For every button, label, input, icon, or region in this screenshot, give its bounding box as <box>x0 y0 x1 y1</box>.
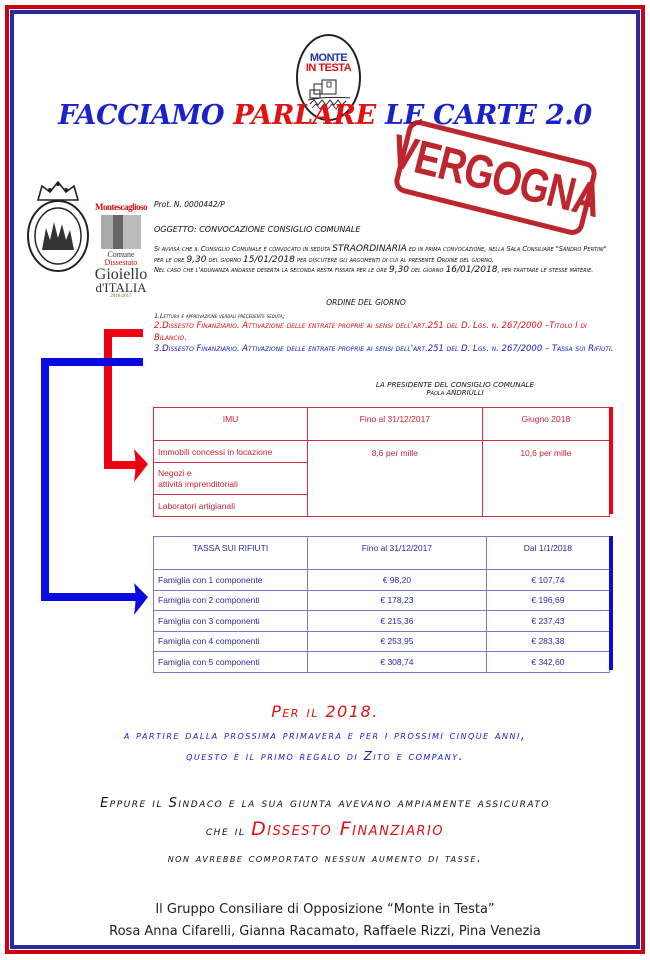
para2-date: 16/01/2018 <box>445 265 498 275</box>
imu-row-label: Immobili concessi in locazione <box>154 441 308 463</box>
subject-line: OGGETTO: CONVOCAZIONE CONSIGLIO COMUNALE <box>154 225 361 234</box>
tari-row-label: Famiglia con 5 componenti <box>154 652 308 673</box>
title-part1: FACCIAMO <box>58 100 234 131</box>
emblem-caption-5: 2016/2017 <box>110 294 132 299</box>
tari-row-label: Famiglia con 3 componenti <box>154 611 308 632</box>
group-signature: Il Gruppo Consiliare di Opposizione “Monte in Testa” <box>155 902 495 917</box>
para2-time: 9,30 <box>388 265 410 275</box>
para2-b: del giorno <box>409 266 446 274</box>
imu-row-label-b: attività imprenditoriali <box>158 478 238 489</box>
para1-a: Si avvisa che il Consiglio Comunale è convocato in seduta <box>154 245 333 253</box>
agenda-item-1: 1.Lettura e approvazione verbali precedente seduta; <box>154 313 285 320</box>
tari-value-before: € 98,20 <box>308 570 487 591</box>
slogan-line-3: questo è il primo regalo di Zito e company. <box>186 749 464 763</box>
tari-table <box>153 536 610 673</box>
imu-header-1: Fino al 31/12/2017 <box>308 408 483 441</box>
title-part2: PARLARE <box>233 100 376 131</box>
logo-line1: MONTE <box>309 52 348 64</box>
member-names: Rosa Anna Cifarelli, Gianna Racamato, Raffaele Rizzi, Pina Venezia <box>109 924 541 939</box>
imu-row-label: Laboratori artigianali <box>154 495 308 517</box>
tari-value-before: € 308,74 <box>308 652 487 673</box>
tari-value-before: € 215,36 <box>308 611 487 632</box>
imu-row-label <box>154 463 308 495</box>
protocol-number: Prot. N. 0000442/P <box>154 200 225 209</box>
tari-value-after: € 196,69 <box>486 590 609 611</box>
para1-b: ed in prima convocazione, nella Sala Consiliare "Sandro Pertini" per le ore <box>154 245 607 264</box>
slogan-line-5 <box>0 818 650 840</box>
para2-a: Nel caso che l'adunanza andasse deserta la seconda resta fissata per le ore <box>154 266 389 274</box>
tari-header-2: Dal 1/1/2018 <box>486 537 609 570</box>
table-row <box>154 441 610 463</box>
slogan-line-6: non avrebbe comportato nessun aumento di tasse. <box>167 851 483 865</box>
municipality-name: Montescaglioso <box>95 202 147 212</box>
emblem-caption-2: Dissestato <box>104 258 138 267</box>
red-arrowhead-icon <box>134 449 148 482</box>
imu-header-0: IMU <box>154 408 308 441</box>
table-row <box>154 570 610 591</box>
tari-row-label: Famiglia con 1 componente <box>154 570 308 591</box>
signature-role: LA PRESIDENTE DEL CONSIGLIO COMUNALE <box>375 380 535 389</box>
signature-name: Paola ANDRIULLI <box>426 389 484 397</box>
agenda-item-3: 3.Dissesto Finanziario. Attivazione delle entrate proprie ai sensi dell'art.251 del D. Lgs. n. 267/2000 – Tassa sui Rifiuti. <box>154 344 614 354</box>
tari-value-after: € 107,74 <box>486 570 609 591</box>
table-row <box>154 590 610 611</box>
tari-value-before: € 178,23 <box>308 590 487 611</box>
tari-value-after: € 342,60 <box>486 652 609 673</box>
para1-d: per discutere gli argomenti di cui al presente Ordine del giorno. <box>294 255 494 264</box>
tari-value-after: € 283,38 <box>486 631 609 652</box>
table-row <box>154 611 610 632</box>
emblem-caption-4: d'ITALIA <box>95 280 147 295</box>
table-row <box>154 631 610 652</box>
red-arrow-icon <box>108 333 143 465</box>
para2-c: , per trattare le stesse materie. <box>497 266 594 274</box>
para1-time: 9,30 <box>186 254 207 265</box>
tari-value-before: € 253,95 <box>308 631 487 652</box>
imu-table <box>153 407 610 517</box>
tari-row-label: Famiglia con 2 componenti <box>154 590 308 611</box>
emblem-caption-1: Comune <box>107 250 135 259</box>
agenda-item-2: 2.Dissesto Finanziario. Attivazione delle entrate proprie ai sensi dell'art.251 del D. Lgs. n. 267/2000 –Titolo I di Bilancio. <box>154 321 587 343</box>
slogan-year: Per il 2018. <box>271 702 379 721</box>
tari-header-1: Fino al 31/12/2017 <box>308 537 487 570</box>
slogan-line-4: Eppure il Sindaco e la sua giunta avevano ampiamente assicurato <box>100 796 550 811</box>
imu-row-label-a: Negozi e <box>158 467 192 478</box>
para1-date: 15/01/2018 <box>243 254 295 265</box>
imu-accent-bar <box>609 407 613 514</box>
slogan-line-2: a partire dalla prossima primavera e per i prossimi cinque anni, <box>123 728 527 742</box>
imu-value-before: 8,6 per mille <box>308 441 483 517</box>
slogan-line-5-highlight: Dissesto Finanziario <box>251 818 445 840</box>
tari-header-0: TASSA SUI RIFIUTI <box>154 537 308 570</box>
title-part3: LE CARTE 2.0 <box>375 100 592 131</box>
tari-accent-bar <box>609 536 613 670</box>
stamp-text: VERGOGNA <box>385 125 606 229</box>
imu-value-after: 10,6 per mille <box>482 441 609 517</box>
blue-arrowhead-icon <box>134 583 148 615</box>
logo-line2: IN TESTA <box>305 62 352 74</box>
tari-row-label: Famiglia con 4 componenti <box>154 631 308 652</box>
agenda-title: ORDINE DEL GIORNO <box>326 298 406 307</box>
para1-strong: STRAORDINARIA <box>332 244 407 254</box>
para1-c: del giorno <box>206 255 244 264</box>
imu-header-2: Giugno 2018 <box>482 408 609 441</box>
tari-value-after: € 237,43 <box>486 611 609 632</box>
table-row <box>154 652 610 673</box>
slogan-line-5-a: che il <box>205 824 252 839</box>
emblem-caption-3: Gioiello <box>94 266 148 283</box>
blue-arrow-icon <box>45 362 143 597</box>
